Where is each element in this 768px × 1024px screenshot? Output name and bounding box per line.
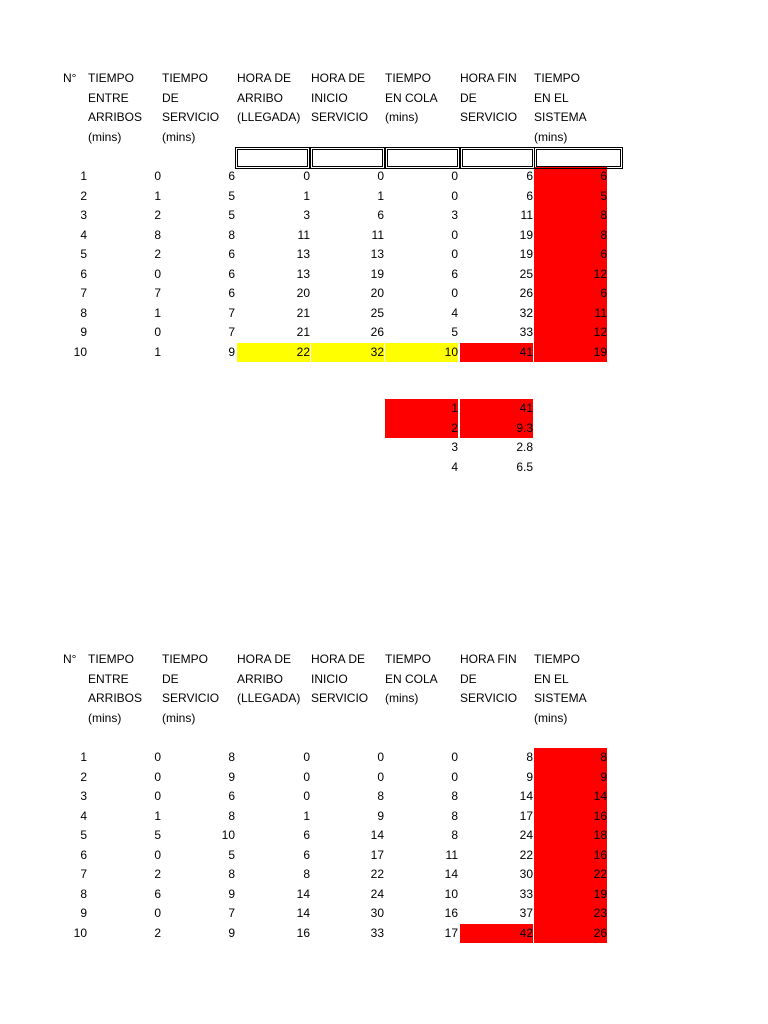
table-cell: 8 xyxy=(534,206,607,226)
row-number: 7 xyxy=(80,286,87,300)
table-cell: 1 xyxy=(303,808,310,823)
table-cell: 0 xyxy=(154,266,161,281)
table-cell: 19 xyxy=(370,266,384,281)
table-cell: 6 xyxy=(228,247,235,261)
table-cell: 7 xyxy=(228,305,235,320)
table-cell: 9 xyxy=(228,886,235,901)
table-cell: 12 xyxy=(534,265,607,285)
table-cell: 10 xyxy=(385,343,458,363)
summary-label: 2 xyxy=(385,419,458,439)
table-cell: 1 xyxy=(154,808,161,823)
table-cell: 14 xyxy=(370,828,384,842)
table-cell: 0 xyxy=(303,169,310,183)
table-cell: 9 xyxy=(228,769,235,784)
table-cell: 4 xyxy=(451,305,458,320)
column-header: HORA FIN DE SERVICIO xyxy=(460,652,518,705)
table-cell: 1 xyxy=(154,188,161,203)
column-header: N° xyxy=(63,71,77,85)
table-cell: 11 xyxy=(534,304,607,324)
table-cell: 0 xyxy=(451,169,458,183)
table-cell: 9 xyxy=(534,768,607,788)
column-header: TIEMPO DE SERVICIO (mins) xyxy=(162,71,220,144)
table-cell: 11 xyxy=(371,227,384,242)
table-cell: 6 xyxy=(534,167,607,187)
table-cell: 0 xyxy=(451,286,458,300)
table-cell: 2 xyxy=(154,867,161,881)
table-cell: 7 xyxy=(228,906,235,920)
table-cell: 24 xyxy=(519,828,533,842)
table-cell: 2 xyxy=(154,208,161,222)
row-number: 3 xyxy=(80,789,87,803)
summary-value: 9.3 xyxy=(460,419,533,439)
table-cell: 6 xyxy=(534,284,607,304)
row-number: 1 xyxy=(80,750,87,764)
table-cell: 23 xyxy=(534,904,607,924)
row-number: 9 xyxy=(80,906,87,920)
table-cell: 11 xyxy=(297,227,310,242)
table-cell: 14 xyxy=(519,789,533,803)
summary-value: 41 xyxy=(460,399,533,419)
table-cell: 32 xyxy=(311,343,384,363)
table-cell: 0 xyxy=(303,789,310,803)
column-header: TIEMPO EN COLA (mins) xyxy=(385,652,438,705)
row-number: 5 xyxy=(80,247,87,261)
table-cell: 2 xyxy=(154,247,161,261)
table-cell: 13 xyxy=(296,266,310,281)
table-cell: 25 xyxy=(370,305,384,320)
column-header: TIEMPO ENTRE ARRIBOS (mins) xyxy=(88,652,143,725)
table-cell: 5 xyxy=(154,828,161,842)
column-header: TIEMPO EN EL SISTEMA (mins) xyxy=(534,71,587,144)
table-cell: 42 xyxy=(460,924,533,944)
column-header: HORA FIN DE SERVICIO xyxy=(460,71,518,124)
table-cell: 10 xyxy=(221,828,235,842)
table-cell: 8 xyxy=(228,808,235,823)
table-cell: 13 xyxy=(370,247,384,261)
summary-value: 6.5 xyxy=(516,459,533,474)
table-cell: 22 xyxy=(519,847,533,862)
table-cell: 0 xyxy=(154,750,161,764)
table-cell: 30 xyxy=(370,906,384,920)
table-cell: 0 xyxy=(451,247,458,261)
table-cell: 33 xyxy=(370,925,384,940)
table-cell: 16 xyxy=(296,925,310,940)
table-cell: 19 xyxy=(534,343,607,363)
row-number: 5 xyxy=(80,828,87,842)
table-cell: 2 xyxy=(154,925,161,940)
table-cell: 8 xyxy=(534,748,607,768)
table-cell: 14 xyxy=(296,886,310,901)
row-number: 1 xyxy=(80,169,87,183)
table-cell: 33 xyxy=(519,325,533,339)
table-cell: 22 xyxy=(237,343,310,363)
column-header: TIEMPO EN COLA (mins) xyxy=(385,71,438,124)
table-cell: 37 xyxy=(519,906,533,920)
empty-box[interactable] xyxy=(235,147,310,169)
table-cell: 0 xyxy=(154,789,161,803)
table-cell: 13 xyxy=(296,247,310,261)
table-cell: 0 xyxy=(451,750,458,764)
table-cell: 8 xyxy=(451,828,458,842)
table-cell: 8 xyxy=(228,867,235,881)
empty-box[interactable] xyxy=(310,147,385,169)
row-number: 6 xyxy=(80,847,87,862)
table-cell: 8 xyxy=(228,227,235,242)
table-cell: 8 xyxy=(451,808,458,823)
table-cell: 8 xyxy=(228,750,235,764)
table-cell: 7 xyxy=(228,325,235,339)
row-number: 10 xyxy=(73,344,87,359)
table-cell: 21 xyxy=(296,305,310,320)
empty-box[interactable] xyxy=(385,147,460,169)
table-cell: 17 xyxy=(444,925,458,940)
table-cell: 6 xyxy=(526,169,533,183)
column-header: HORA DE ARRIBO (LLEGADA) xyxy=(237,71,301,124)
table-cell: 16 xyxy=(534,807,607,827)
table-cell: 0 xyxy=(154,325,161,339)
table-cell: 8 xyxy=(377,789,384,803)
simulation-table-2 xyxy=(0,581,768,940)
table-cell: 14 xyxy=(444,867,458,881)
column-header: HORA DE INICIO SERVICIO xyxy=(311,652,369,705)
table-cell: 1 xyxy=(154,344,161,359)
table-cell: 8 xyxy=(526,750,533,764)
table-cell: 0 xyxy=(154,169,161,183)
row-number: 2 xyxy=(80,769,87,784)
table-cell: 11 xyxy=(445,847,458,862)
column-header: HORA DE INICIO SERVICIO xyxy=(311,71,369,124)
row-number: 3 xyxy=(80,208,87,222)
table-cell: 0 xyxy=(303,750,310,764)
table-cell: 17 xyxy=(519,808,533,823)
table-cell: 6 xyxy=(228,286,235,300)
table-cell: 1 xyxy=(303,188,310,203)
table-cell: 0 xyxy=(154,906,161,920)
table-cell: 5 xyxy=(228,847,235,862)
table-cell: 26 xyxy=(534,924,607,944)
table-cell: 19 xyxy=(519,247,533,261)
column-header: HORA DE ARRIBO (LLEGADA) xyxy=(237,652,301,705)
row-number: 10 xyxy=(73,925,87,940)
table-cell: 6 xyxy=(154,886,161,901)
summary-label: 1 xyxy=(385,399,458,419)
summary-label: 4 xyxy=(451,459,458,474)
table-cell: 6 xyxy=(303,828,310,842)
table-cell: 41 xyxy=(460,343,533,363)
table-cell: 7 xyxy=(154,286,161,300)
table-cell: 9 xyxy=(228,925,235,940)
table-cell: 6 xyxy=(228,266,235,281)
table-cell: 32 xyxy=(519,305,533,320)
table-cell: 0 xyxy=(451,188,458,203)
table-cell: 6 xyxy=(526,188,533,203)
table-cell: 26 xyxy=(519,286,533,300)
table-cell: 8 xyxy=(534,226,607,246)
table-cell: 9 xyxy=(526,769,533,784)
empty-box[interactable] xyxy=(534,147,623,169)
table-cell: 5 xyxy=(228,188,235,203)
row-number: 8 xyxy=(80,305,87,320)
table-cell: 3 xyxy=(451,208,458,222)
table-cell: 21 xyxy=(296,325,310,339)
table-cell: 0 xyxy=(377,750,384,764)
table-cell: 19 xyxy=(519,227,533,242)
table-cell: 12 xyxy=(534,323,607,343)
row-number: 8 xyxy=(80,886,87,901)
table-cell: 14 xyxy=(296,906,310,920)
table-cell: 0 xyxy=(377,769,384,784)
table-cell: 1 xyxy=(377,188,384,203)
table-cell: 6 xyxy=(228,789,235,803)
row-number: 9 xyxy=(80,325,87,339)
summary-value: 2.8 xyxy=(516,440,533,454)
table-cell: 9 xyxy=(228,344,235,359)
table-cell: 5 xyxy=(534,187,607,207)
table-cell: 0 xyxy=(377,169,384,183)
table-cell: 22 xyxy=(370,867,384,881)
table-cell: 6 xyxy=(228,169,235,183)
table-cell: 11 xyxy=(520,208,533,222)
row-number: 2 xyxy=(80,188,87,203)
table-cell: 6 xyxy=(303,847,310,862)
table-cell: 26 xyxy=(370,325,384,339)
row-number: 7 xyxy=(80,867,87,881)
table-cell: 0 xyxy=(303,769,310,784)
table-cell: 5 xyxy=(451,325,458,339)
table-cell: 14 xyxy=(534,787,607,807)
table-cell: 20 xyxy=(296,286,310,300)
table-cell: 0 xyxy=(451,227,458,242)
table-cell: 25 xyxy=(519,266,533,281)
table-cell: 6 xyxy=(534,245,607,265)
table-cell: 0 xyxy=(451,769,458,784)
table-cell: 18 xyxy=(534,826,607,846)
table-cell: 6 xyxy=(377,208,384,222)
table-cell: 1 xyxy=(154,305,161,320)
table-cell: 0 xyxy=(154,847,161,862)
column-header: TIEMPO DE SERVICIO (mins) xyxy=(162,652,220,725)
table-cell: 33 xyxy=(519,886,533,901)
table-cell: 8 xyxy=(303,867,310,881)
table-cell: 8 xyxy=(154,227,161,242)
column-header: TIEMPO ENTRE ARRIBOS (mins) xyxy=(88,71,143,144)
table-cell: 0 xyxy=(154,769,161,784)
table-cell: 3 xyxy=(303,208,310,222)
row-number: 4 xyxy=(80,808,87,823)
table-cell: 6 xyxy=(451,266,458,281)
table-cell: 9 xyxy=(377,808,384,823)
table-cell: 22 xyxy=(534,865,607,885)
table-cell: 16 xyxy=(444,906,458,920)
table-cell: 24 xyxy=(370,886,384,901)
row-number: 4 xyxy=(80,227,87,242)
table-cell: 10 xyxy=(444,886,458,901)
table-cell: 20 xyxy=(370,286,384,300)
table-cell: 8 xyxy=(451,789,458,803)
column-header: N° xyxy=(63,652,77,666)
empty-box[interactable] xyxy=(460,147,535,169)
table-cell: 30 xyxy=(519,867,533,881)
column-header: TIEMPO EN EL SISTEMA (mins) xyxy=(534,652,587,725)
table-cell: 19 xyxy=(534,885,607,905)
summary-label: 3 xyxy=(451,440,458,454)
table-cell: 16 xyxy=(534,846,607,866)
table-cell: 17 xyxy=(370,847,384,862)
table-cell: 5 xyxy=(228,208,235,222)
row-number: 6 xyxy=(80,266,87,281)
